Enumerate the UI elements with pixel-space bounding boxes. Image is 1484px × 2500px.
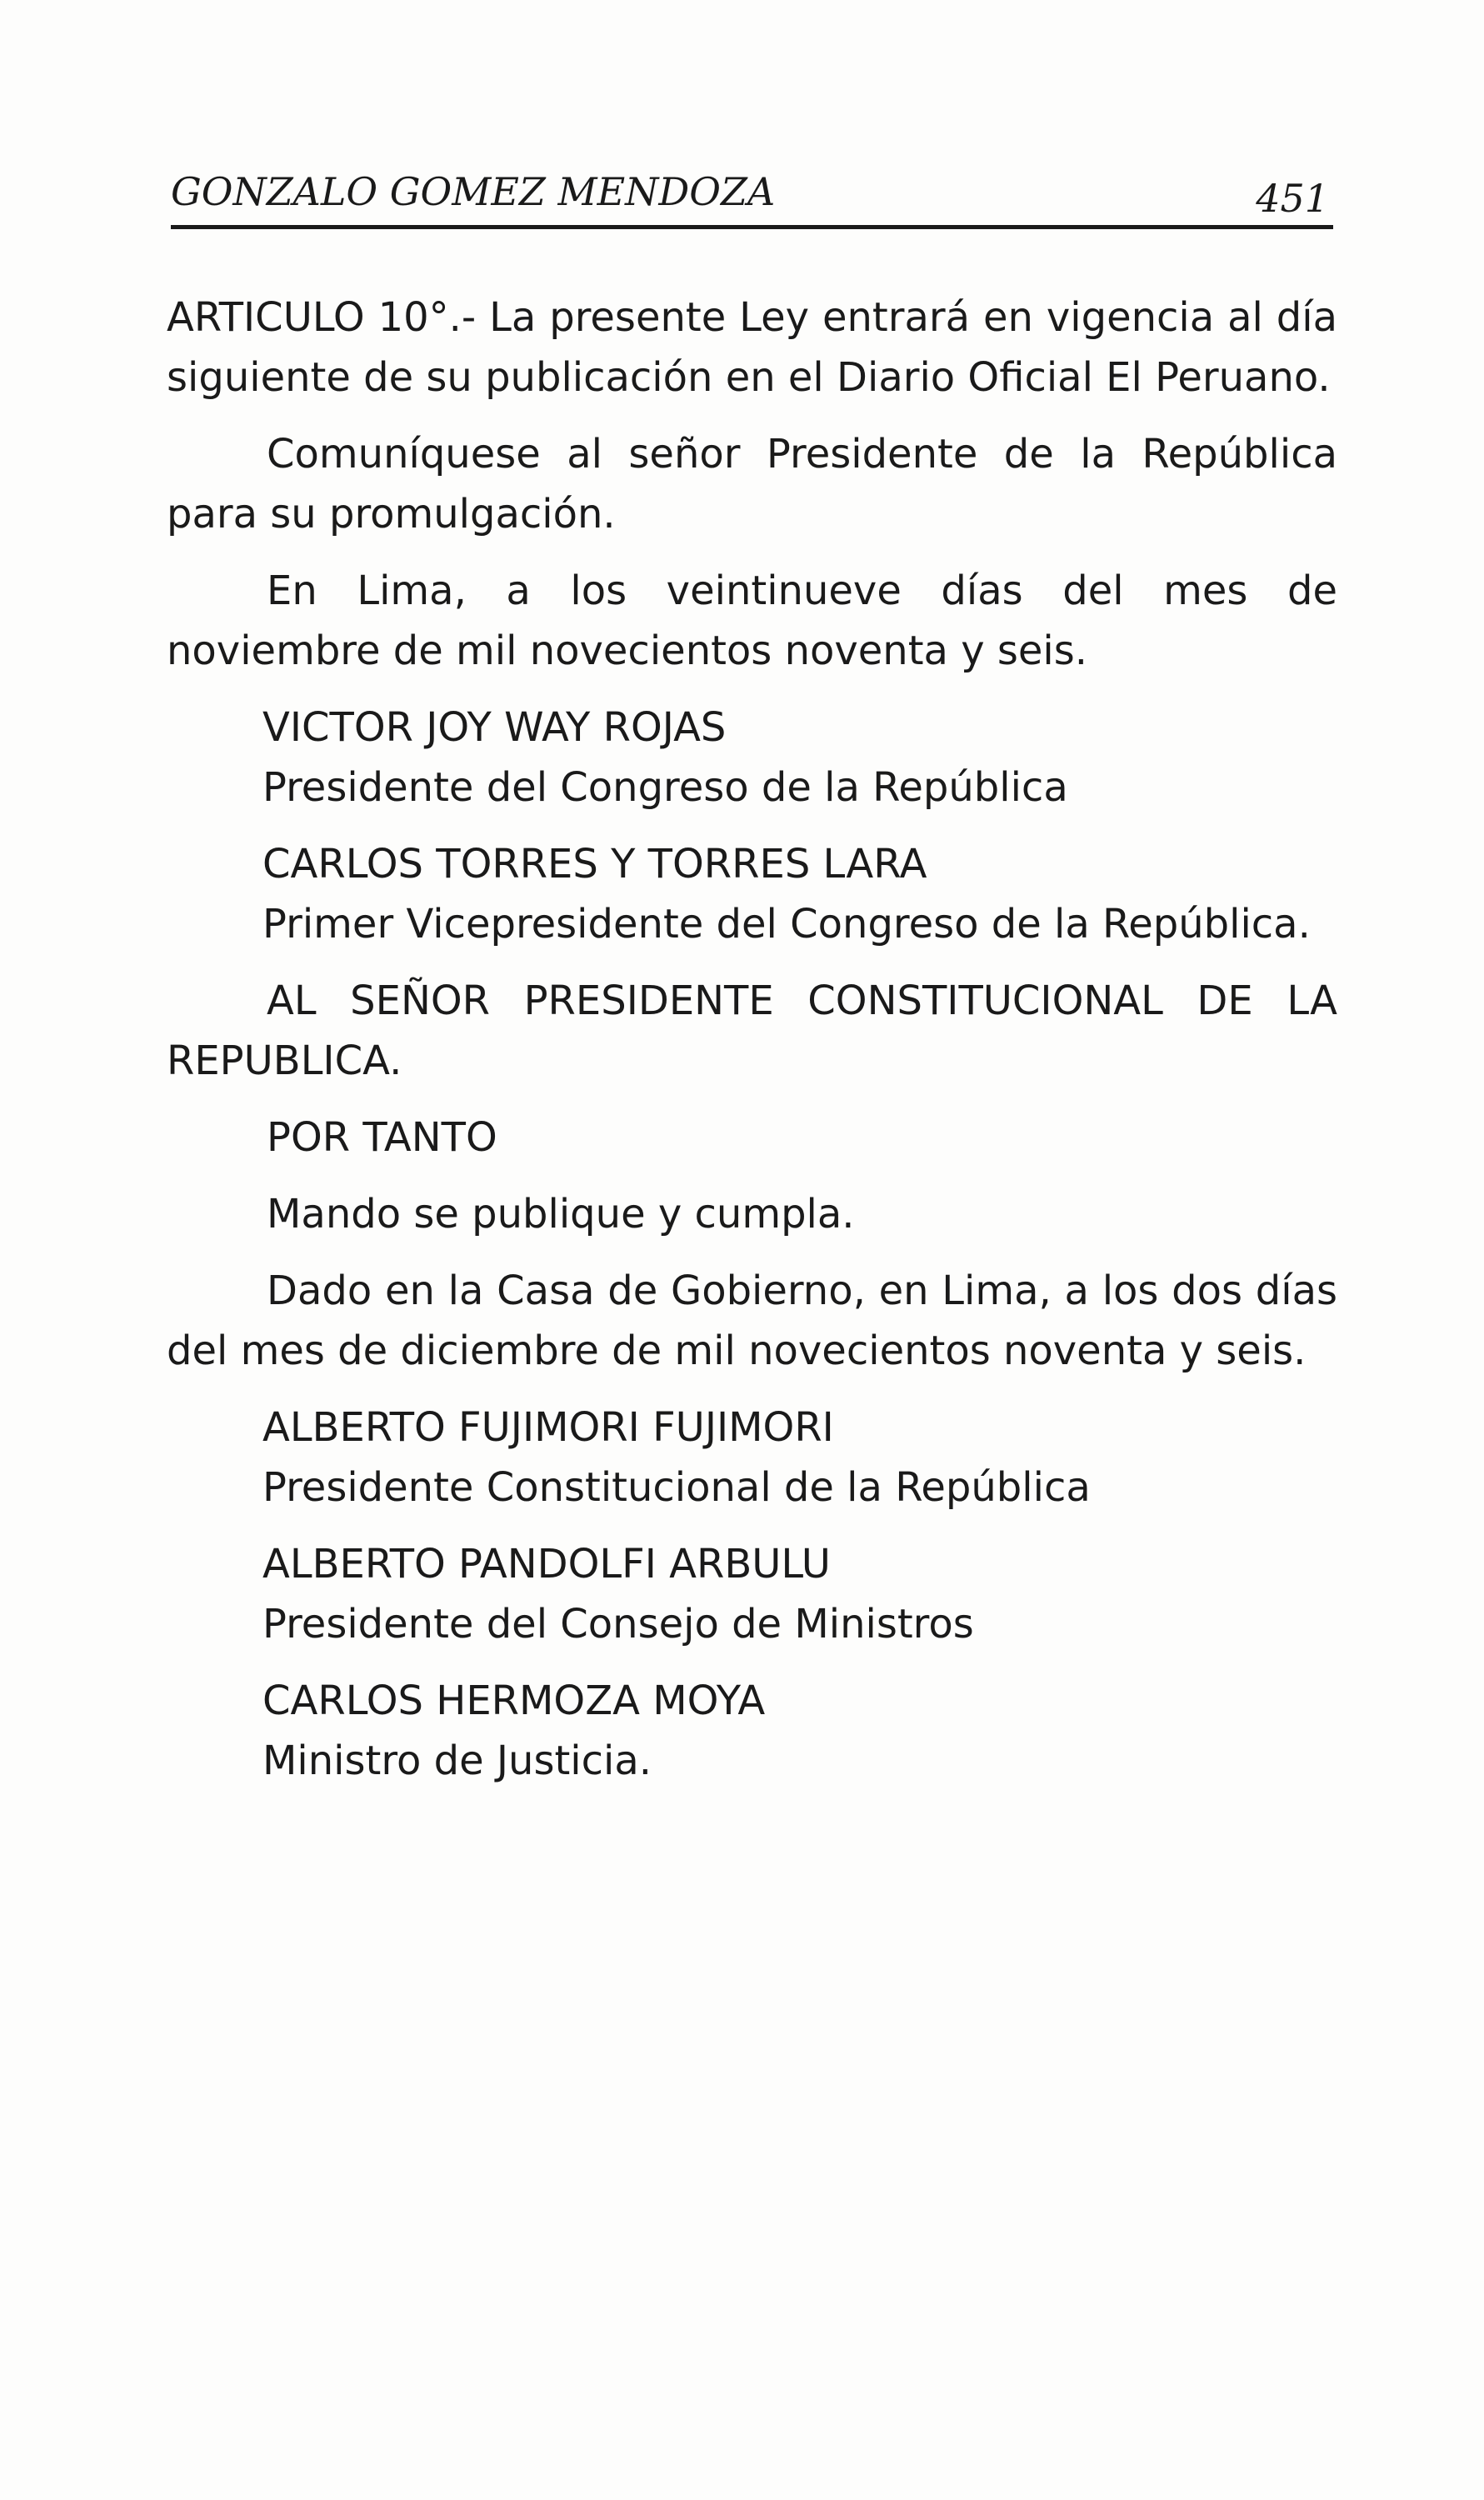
signatory-title: Presidente del Consejo de Ministros: [262, 1601, 974, 1648]
signatory-title: Ministro de Justicia.: [262, 1738, 652, 1784]
running-head-author: GONZALO GOMEZ MENDOZA: [171, 169, 776, 214]
mando-line: Mando se publique y cumpla.: [267, 1191, 855, 1238]
signatory-title: Presidente Constitucional de la República: [262, 1464, 1091, 1511]
running-header: [171, 167, 1329, 233]
page-number: 451: [1256, 176, 1329, 221]
signatory-name: VICTOR JOY WAY ROJAS: [262, 704, 727, 751]
signatory-name: CARLOS HERMOZA MOYA: [262, 1678, 766, 1724]
signatory-name: CARLOS TORRES Y TORRES LARA: [262, 841, 927, 888]
signature-block-justice-minister: [167, 1671, 1337, 1791]
signature-block-council-president: [167, 1534, 1337, 1654]
page-body: [167, 288, 1337, 1808]
signature-block-president: [167, 1398, 1337, 1518]
comuniquese-paragraph: Comuníquese al señor Presidente de la República para su promulgación.: [167, 431, 1337, 538]
en-lima-paragraph: En Lima, a los veintinueve días del mes de noviembre de mil novecientos noventa y seis.: [167, 568, 1337, 674]
signature-block-congress-president: [167, 698, 1337, 818]
signatory-title: Primer Vicepresidente del Congreso de la República.: [262, 901, 1311, 948]
signatory-title: Presidente del Congreso de la República: [262, 764, 1068, 811]
header-rule: [171, 225, 1333, 229]
article-10-paragraph: ARTICULO 10°.- La presente Ley entrará en vigencia al día siguiente de su publicación en el Diario Oficial El Peruano.: [167, 294, 1337, 401]
dado-paragraph: Dado en la Casa de Gobierno, en Lima, a los dos días del mes de diciembre de mil novecientos noventa y seis.: [167, 1268, 1337, 1374]
addressee-line: AL SEÑOR PRESIDENTE CONSTITUCIONAL DE LA REPUBLICA.: [167, 978, 1337, 1084]
signature-block-first-vice-president: [167, 834, 1337, 954]
signatory-name: ALBERTO PANDOLFI ARBULU: [262, 1541, 831, 1588]
signatory-name: ALBERTO FUJIMORI FUJIMORI: [262, 1404, 834, 1451]
por-tanto-line: POR TANTO: [267, 1114, 497, 1161]
